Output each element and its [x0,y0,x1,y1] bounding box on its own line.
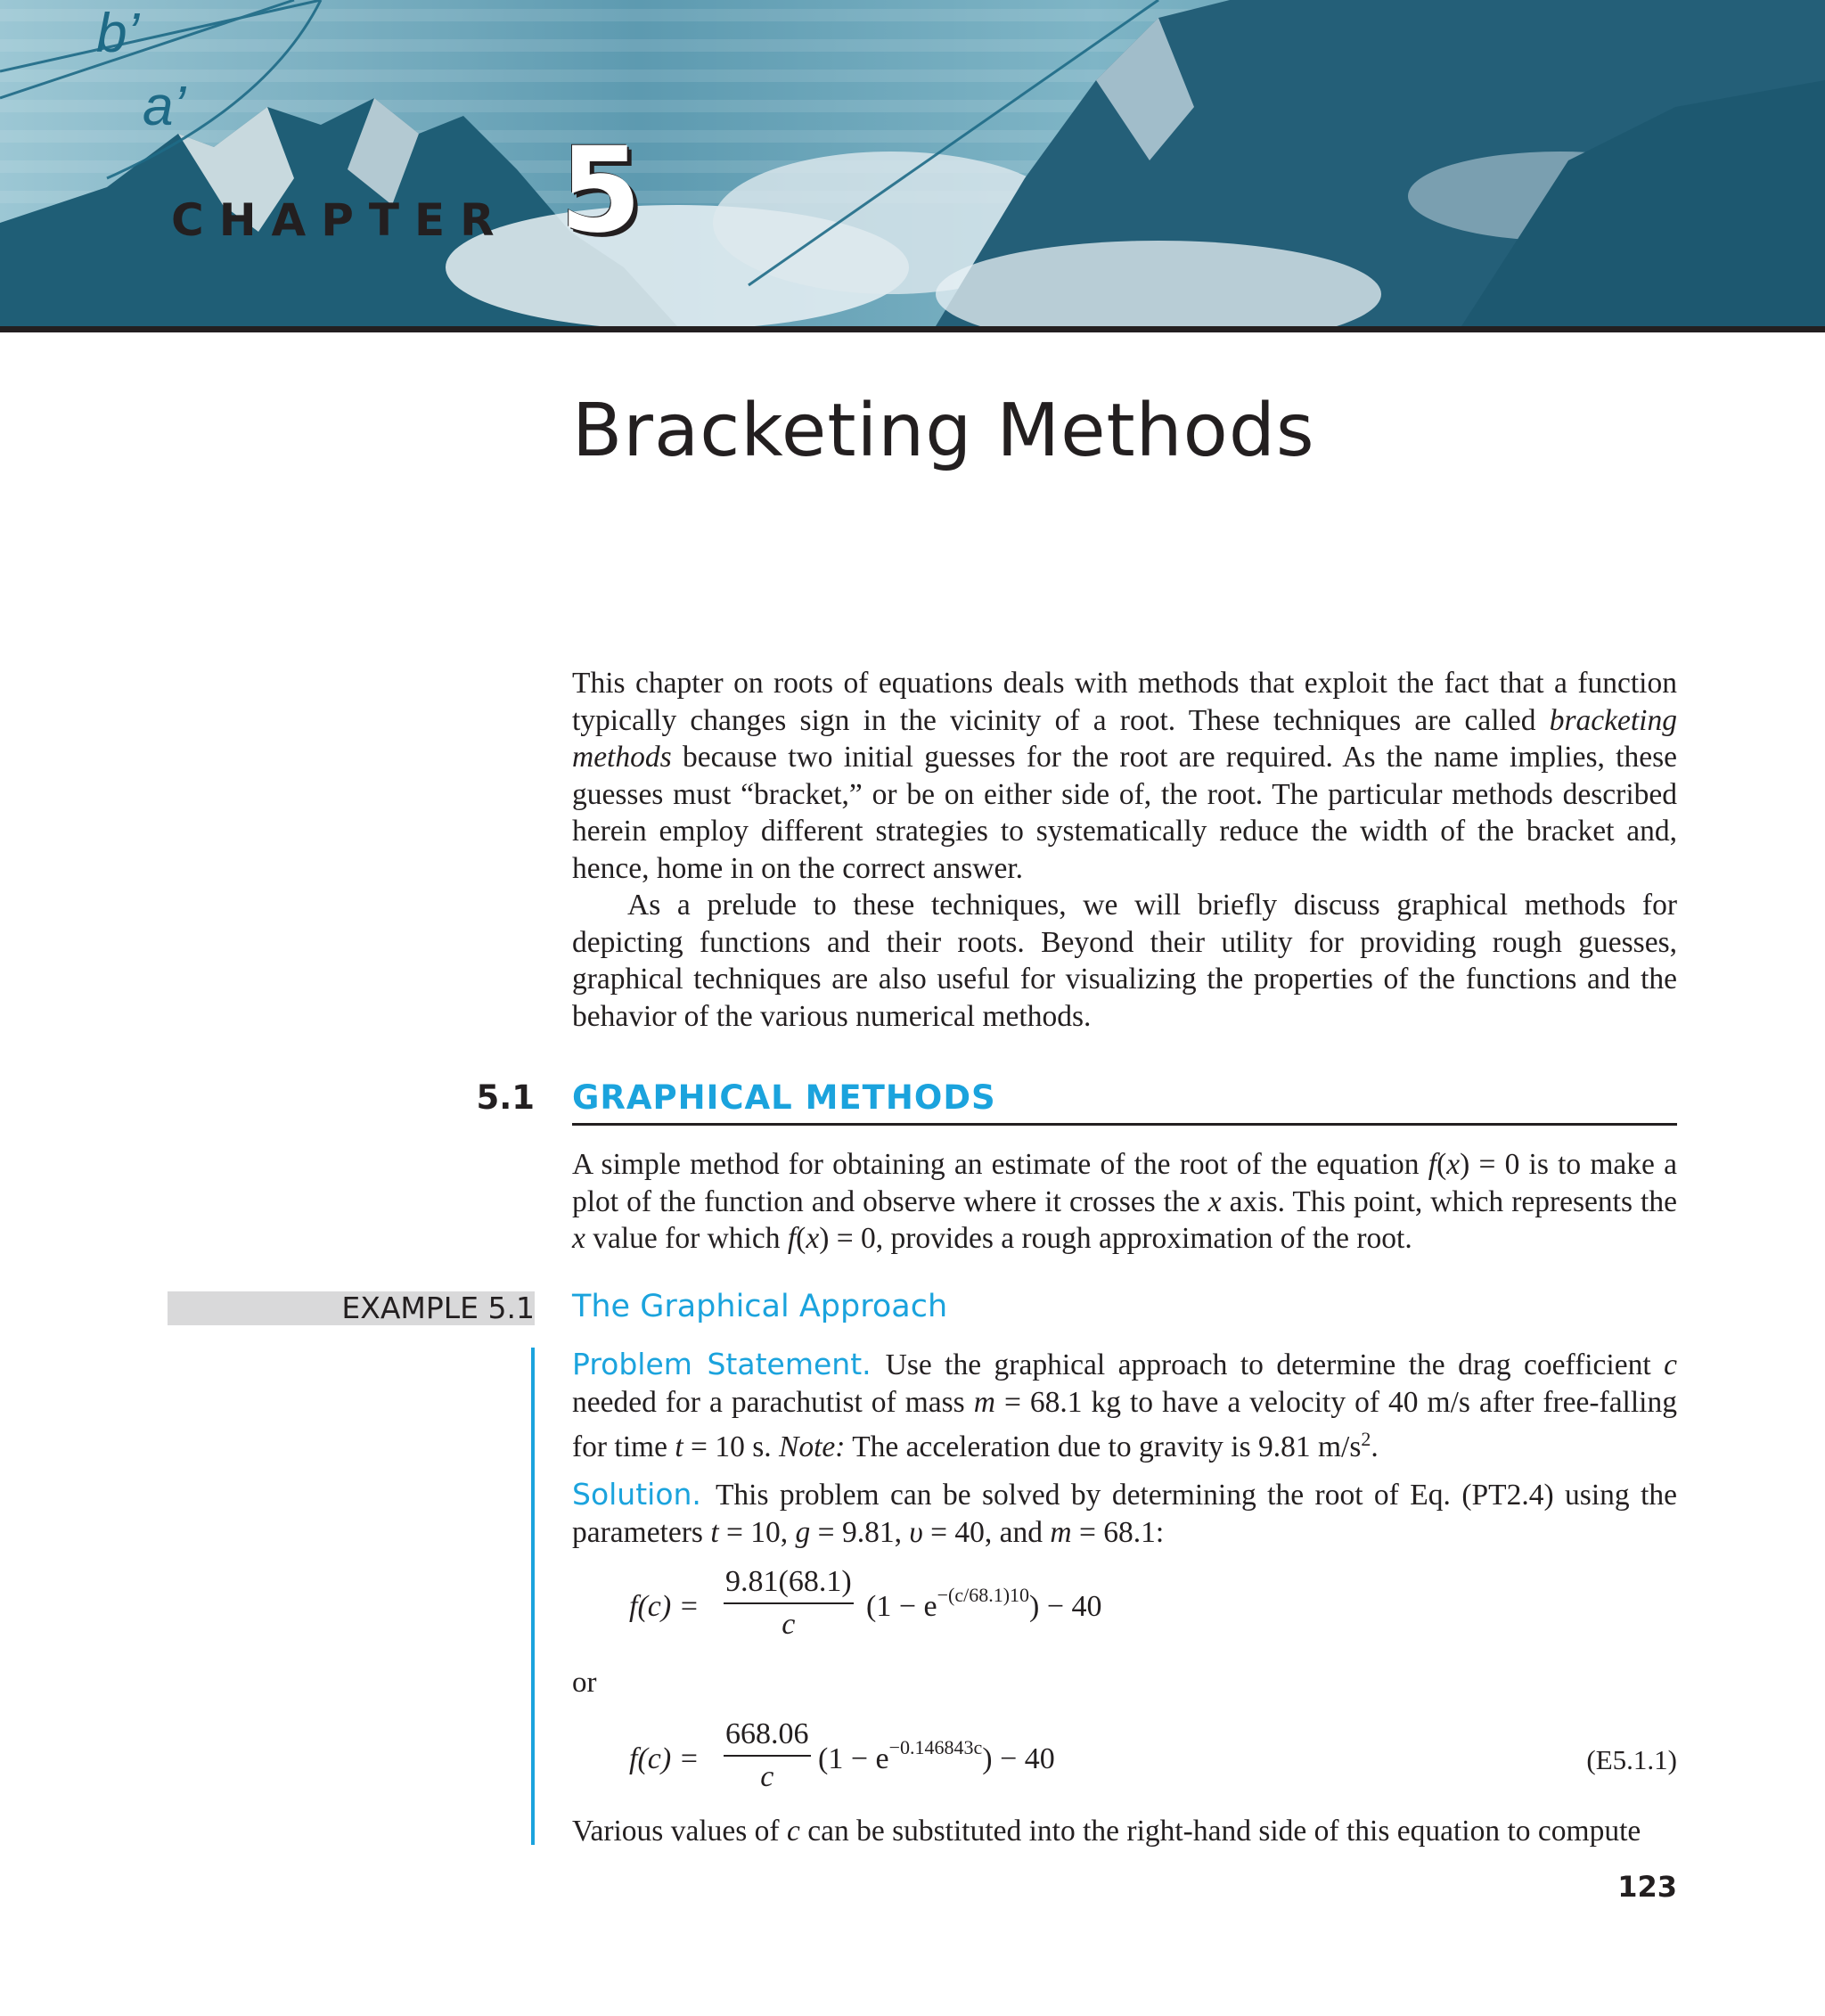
example-label: EXAMPLE 5.1 [341,1291,535,1325]
section-paragraph: A simple method for obtaining an estimate of the root of the equation f(x) = 0 is to make a plot of the function and observe where it crosses the x axis. This point, which represents the x value for which f(x) = 0, provides a rough approximation of the root. [572,1148,1677,1255]
equation-2-rhs: $(1 - e^{-0.146843c}) - 40$ [818,1736,1055,1775]
solution-lead: Solution. [572,1477,701,1512]
or-text: or [572,1667,597,1699]
equation-1-denominator: c [782,1608,796,1641]
equation-1-numerator: 9.81(68.1) [724,1565,854,1604]
closing-paragraph: Various values of c can be substituted into the right-hand side of this equation to compute [572,1815,1641,1848]
section-rule [572,1123,1677,1126]
equation-2-lhs: f(c) = [629,1742,700,1775]
solution-paragraph: Solution. This problem can be solved by determining the root of Eq. (PT2.4) using the parameters t = 10, g = 9.81, υ = 40, and m = 68.1: [572,1477,1677,1549]
mountain-illustration [0,0,1825,326]
equation-2-fraction [724,1717,811,1794]
intro-paragraph-1: This chapter on roots of equations deals with methods that exploit the fact that a function typically changes sign in the vicinity of a root. These techniques are called bracketing methods because two initial guesses for the root are required. As the name implies, these guesses must “bracket,” or be on either side of, the root. The particular methods described herein employ different strategies to systematically reduce the width of the bracket and, hence, home in on the correct answer. [572,667,1677,885]
solution [572,1476,1677,1551]
section-title: GRAPHICAL METHODS [572,1078,996,1117]
example-title: The Graphical Approach [572,1289,948,1324]
chapter-title: Bracketing Methods [572,389,1315,473]
example-side-bar [531,1348,535,1845]
page-number: 123 [1617,1870,1677,1904]
banner-decor-a: a’ [143,76,186,137]
closing-text [572,1813,1677,1850]
chapter-label: CHAPTER [171,194,510,246]
problem-paragraph: Problem Statement. Use the graphical approach to determine the drag coefficient c needed for a parachutist of mass m = 68.1 kg to have a velocity of 40 m/s after free-falling for time t = 10 s. Note: The acceleration due to gravity is 9.81 $m/s^2$. [572,1347,1677,1464]
equation-1-fraction [724,1565,854,1642]
problem-statement [572,1346,1677,1466]
banner-decor-b: b’ [96,3,140,64]
equation-2-denominator: c [760,1760,774,1793]
section-number: 5.1 [476,1078,535,1117]
problem-lead: Problem Statement. [572,1347,872,1381]
banner-rule [0,326,1825,332]
intro-text [572,665,1677,1035]
equation-1-lhs: f(c) = [629,1590,700,1623]
chapter-number: 5 [560,122,642,259]
chapter-banner [0,0,1825,326]
equation-2-numerator: 668.06 [724,1717,811,1757]
equation-1-rhs: $(1 - e^{-(c/68.1)10}) - 40$ [866,1584,1102,1623]
intro-paragraph-2: As a prelude to these techniques, we will briefly discuss graphical methods for depicting functions and their roots. Beyond their utility for providing rough guesses, graphical techniques are also useful for visualizing the properties of the functions and the behavior of the various numerical methods. [572,889,1677,1033]
section-body [572,1146,1677,1258]
equation-2-number: (E5.1.1) [1586,1744,1677,1775]
